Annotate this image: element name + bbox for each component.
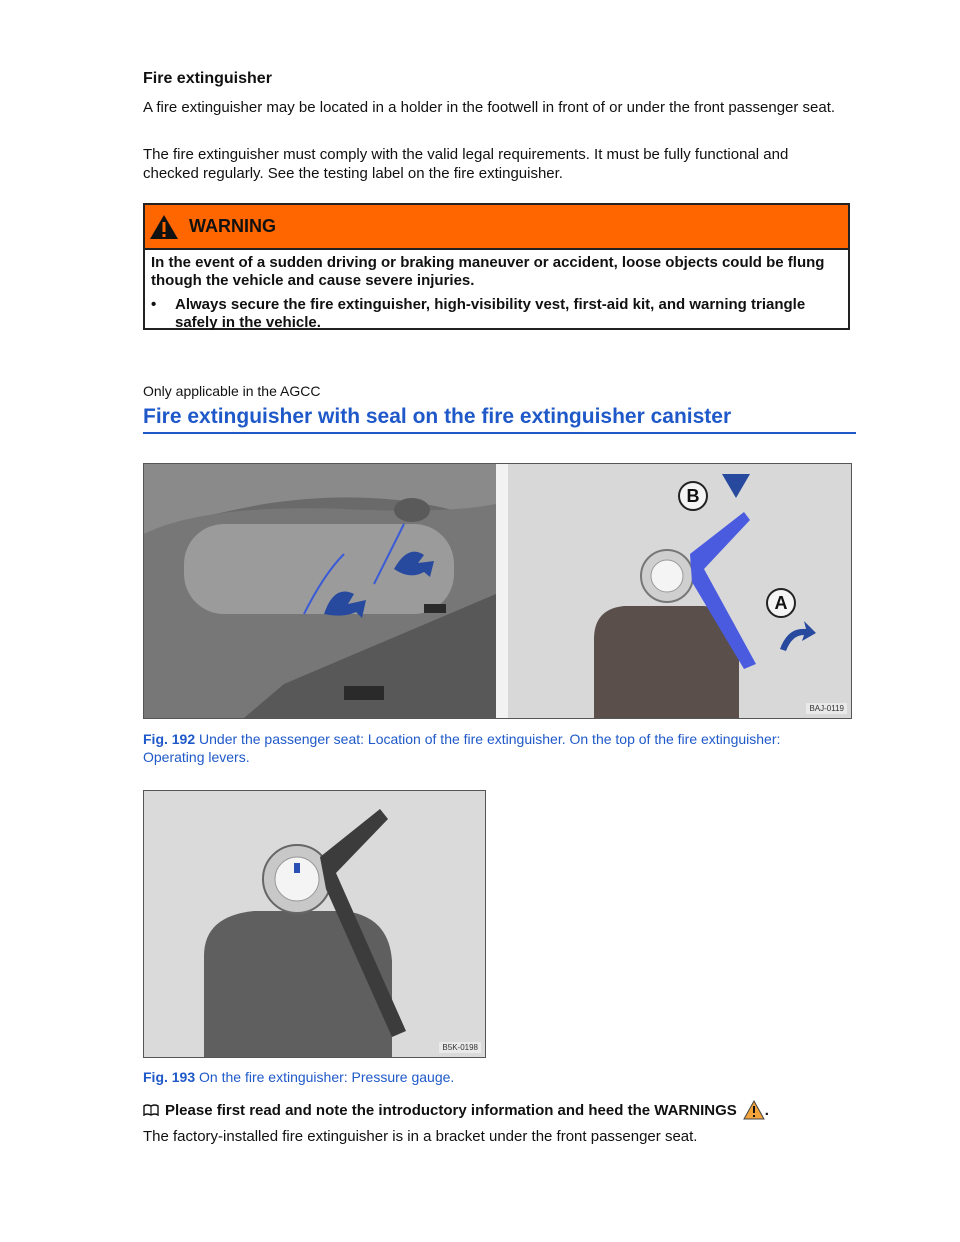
page-title: Fire extinguisher with seal on the fire extinguisher canister (143, 405, 856, 434)
figure-193-illustration (144, 791, 485, 1057)
figure-193-number: Fig. 193 (143, 1069, 196, 1085)
read-notice-text: Please first read and note the introductory information and heed the WARNINGS (165, 1101, 737, 1119)
warning-body (145, 250, 848, 336)
figure-192-caption (143, 730, 843, 766)
warning-box (143, 203, 850, 330)
section-heading: Fire extinguisher (143, 70, 272, 87)
figure-193-caption-text: On the fire extinguisher: Pressure gauge. (195, 1069, 455, 1085)
figure-192-caption-text: Under the passenger seat: Location of the fire extinguisher. On the top of the fire extinguisher: Operating levers. (143, 731, 781, 765)
label-b: B (678, 481, 708, 511)
read-notice (143, 1100, 769, 1120)
warning-triangle-small-icon (743, 1100, 765, 1120)
paragraph-requirements: The fire extinguisher must comply with the valid legal requirements. It must be fully functional and checked regularly. See the testing label on the fire extinguisher. (143, 146, 789, 182)
applicability-note: Only applicable in the AGCC (143, 383, 321, 399)
figure-192-code: BAJ-0119 (806, 703, 847, 714)
figure-193 (143, 790, 486, 1058)
final-paragraph: The factory-installed fire extinguisher is in a bracket under the front passenger seat. (143, 1128, 698, 1145)
warning-bullet (151, 296, 842, 332)
paragraph-location: A fire extinguisher may be located in a holder in the footwell in front of or under the front passenger seat. (143, 99, 836, 116)
figure-192-number: Fig. 192 (143, 731, 196, 747)
curved-arrow-icon (778, 619, 818, 653)
bullet-dot: • (151, 296, 157, 313)
warning-header (145, 205, 848, 250)
figure-192-illustration (144, 464, 851, 718)
warning-text: In the event of a sudden driving or braking maneuver or accident, loose objects could be flung though the vehicle and cause severe injuries. (151, 254, 825, 289)
book-icon (143, 1104, 159, 1116)
warning-bullet-text: Always secure the fire extinguisher, high-visibility vest, first-aid kit, and warning triangle safely in the vehicle. (175, 296, 806, 331)
down-arrow-icon (722, 474, 750, 498)
label-a: A (766, 588, 796, 618)
figure-193-code: B5K-0198 (439, 1042, 481, 1053)
read-notice-period: . (764, 1101, 769, 1119)
figure-193-caption (143, 1068, 843, 1086)
figure-192 (143, 463, 852, 719)
warning-triangle-icon (149, 214, 179, 240)
warning-title: WARNING (189, 216, 276, 236)
